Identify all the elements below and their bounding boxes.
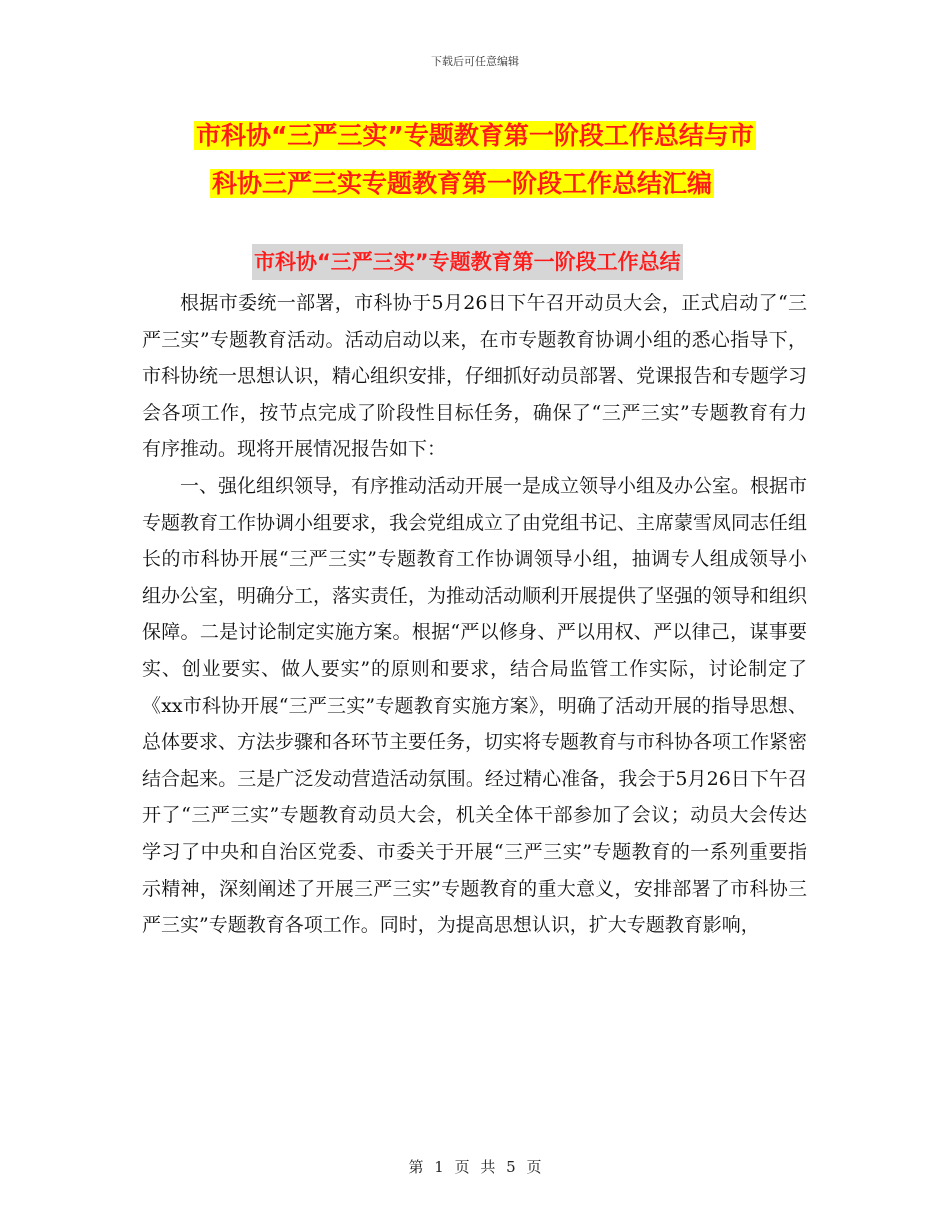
paragraph: 一、强化组织领导，有序推动活动开展一是成立领导小组及办公室。根据市专题教育工作协调小组要求，我会党组成立了由党组书记、主席蒙雪凤同志任组长的市科协开展“三严三实”专题教育工作协调领导小组，抽调专人组成领导小组办公室，明确分工，落实责任，为推动活动顺利开展提供了坚强的领导和组织保障。二是讨论制定实施方案。根据“严以修身、严以用权、严以律己，谋事要实、创业要实、做人要实”的原则和要求，结合局监管工作实际，讨论制定了《xx市科协开展“三严三实”专题教育实施方案》，明确了活动开展的指导思想、总体要求、方法步骤和各环节主要任务，切实将专题教育与市科协各项工作紧密结合起来。三是广泛发动营造活动氛围。经过精心准备，我会于5月26日下午召开了“三严三实”专题教育动员大会，机关全体干部参加了会议；动员大会传达学习了中央和自治区党委、市委关于开展“三严三实”专题教育的一系列重要指示精神，深刻阐述了开展三严三实”专题教育的重大意义，安排部署了市科协三严三实”专题教育各项工作。同时，为提高思想认识，扩大专题教育影响，	[142, 474, 808, 937]
section-title: 市科协“三严三实”专题教育第一阶段工作总结	[252, 244, 683, 280]
page-footer: 第 1 页 共 5 页	[408, 1158, 542, 1176]
paragraph: 根据市委统一部署，市科协于5月26日下午召开动员大会，正式启动了“三严三实”专题教育活动。活动启动以来，在市专题教育协调小组的悉心指导下，市科协统一思想认识，精心组织安排，仔细抓好动员部署、党课报告和专题学习会各项工作，按节点完成了阶段性目标任务，确保了“三严三实”专题教育有力有序推动。现将开展情况报告如下：	[142, 292, 808, 461]
title-line-2: 科协三严三实专题教育第一阶段工作总结汇编	[212, 169, 713, 198]
body-text	[142, 285, 807, 944]
title-line-1: 市科协“三严三实”专题教育第一阶段工作总结与市	[196, 121, 754, 150]
header-note: 下载后可任意编辑	[431, 55, 519, 68]
document-title	[142, 112, 822, 208]
